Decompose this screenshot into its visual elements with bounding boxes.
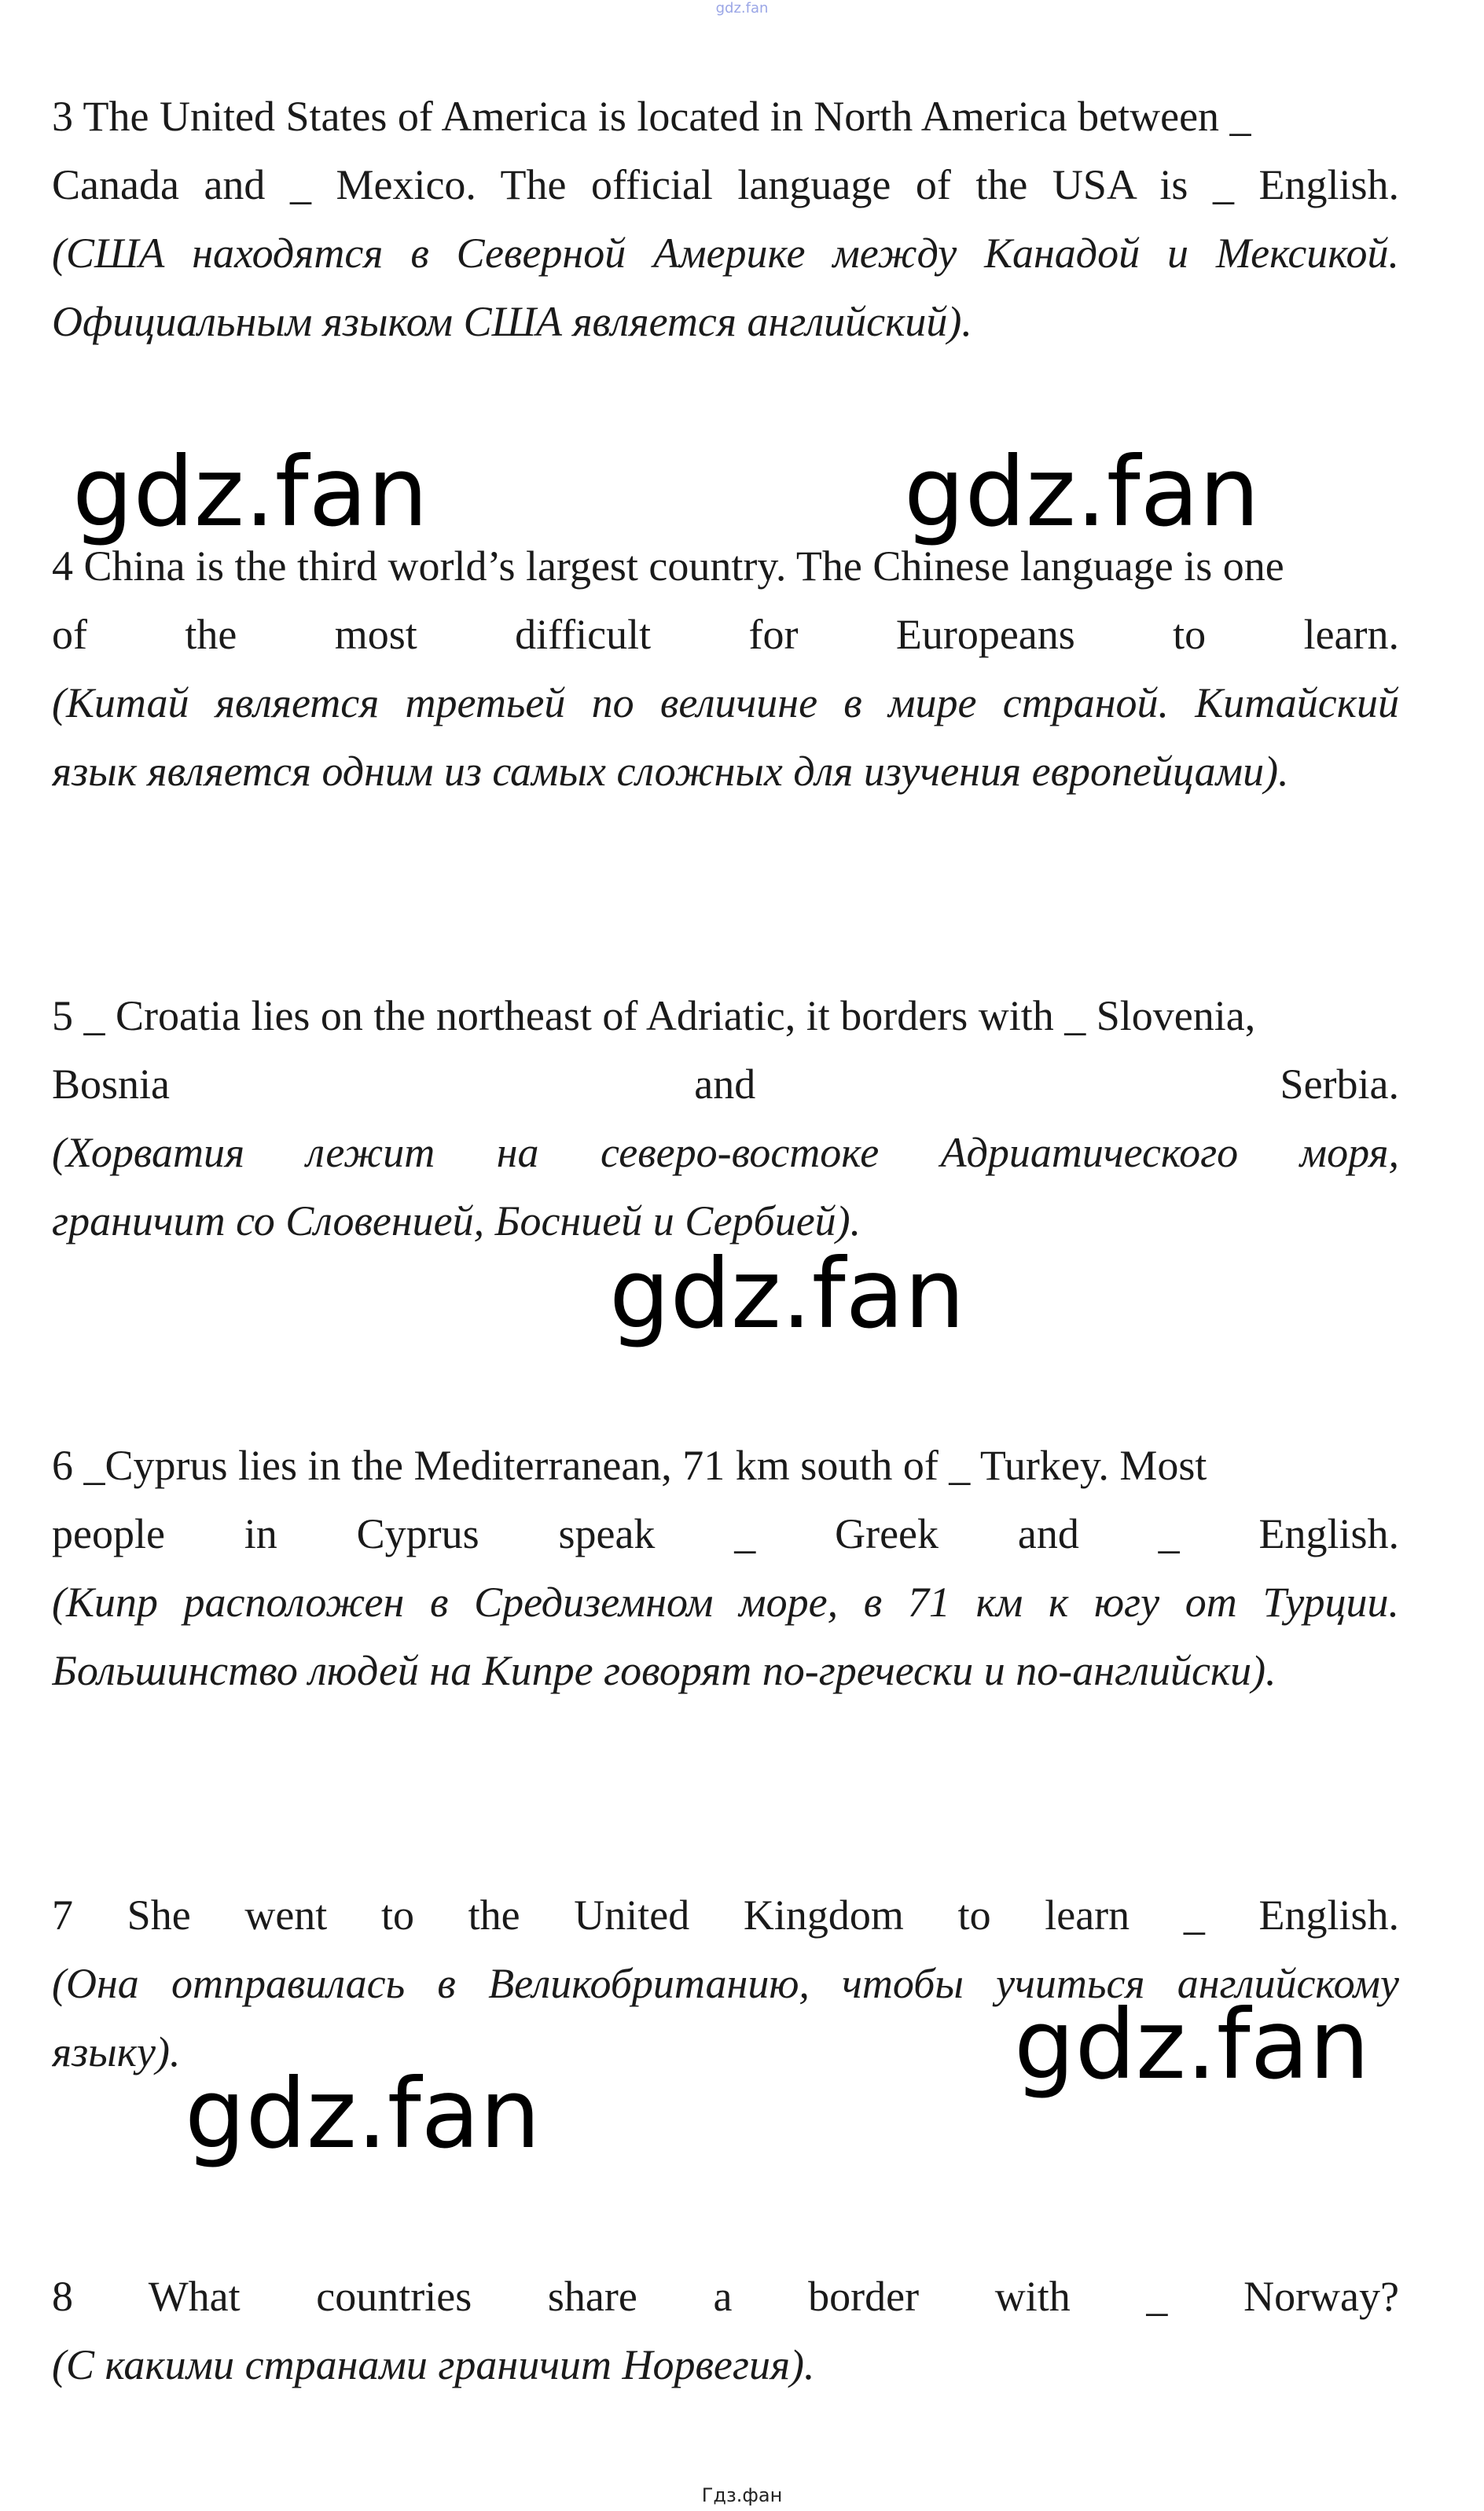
item-3-translation-line-2: Официальным языком США является английский). bbox=[52, 298, 972, 345]
exercise-item-5 bbox=[52, 982, 1399, 1256]
footer-text: Гдз.фан bbox=[701, 2484, 783, 2506]
watermark-text: gdz.fan bbox=[72, 436, 428, 548]
item-7-translation-line-1: (Она отправилась в Великобританию, чтобы учиться английскому bbox=[52, 1960, 1399, 2007]
item-4-line-2: of the most difficult for Europeans to learn. bbox=[52, 611, 1399, 658]
watermark-text: gdz.fan bbox=[1014, 1989, 1370, 2101]
exercise-item-6 bbox=[52, 1432, 1399, 1705]
watermark-text: gdz.fan bbox=[609, 1238, 965, 1350]
item-6-line-2: people in Cyprus speak _ Greek and _ English. bbox=[52, 1510, 1399, 1557]
item-4-translation-line-1: (Китай является третьей по величине в мире страной. Китайский bbox=[52, 679, 1399, 726]
item-3-translation-line-1: (США находятся в Северной Америке между Канадой и Мексикой. bbox=[52, 230, 1399, 277]
item-6-line-1: 6 _Cyprus lies in the Mediterranean, 71 km south of _ Turkey. Most bbox=[52, 1442, 1207, 1489]
item-8-translation-line-1: (С какими странами граничит Норвегия). bbox=[52, 2341, 815, 2388]
header-watermark: gdz.fan bbox=[715, 0, 769, 17]
item-8-line-1: 8 What countries share a border with _ Norway? bbox=[52, 2273, 1399, 2320]
item-5-translation-line-1: (Хорватия лежит на северо-востоке Адриатического моря, bbox=[52, 1129, 1399, 1176]
item-5-line-2: Bosnia and Serbia. bbox=[52, 1061, 1399, 1108]
item-3-line-1: 3 The United States of America is located in North America between _ bbox=[52, 93, 1251, 140]
item-6-translation-line-1: (Кипр расположен в Средиземном море, в 71 км к югу от Турции. bbox=[52, 1579, 1399, 1626]
item-5-translation-line-2: граничит со Словенией, Боснией и Сербией). bbox=[52, 1197, 861, 1244]
exercise-item-4 bbox=[52, 532, 1399, 806]
item-5-line-1: 5 _ Croatia lies on the northeast of Adriatic, it borders with _ Slovenia, bbox=[52, 992, 1256, 1039]
item-7-translation-line-2: языку). bbox=[52, 2028, 181, 2075]
watermark-text: gdz.fan bbox=[904, 436, 1260, 548]
item-3-line-2: Canada and _ Mexico. The official language of the USA is _ English. bbox=[52, 161, 1399, 208]
exercise-item-3 bbox=[52, 83, 1399, 356]
item-7-line-1: 7 She went to the United Kingdom to learn _ English. bbox=[52, 1892, 1399, 1939]
item-6-translation-line-2: Большинство людей на Кипре говорят по-гречески и по-английски). bbox=[52, 1647, 1276, 1694]
item-4-line-1: 4 China is the third world’s largest country. The Chinese language is one bbox=[52, 542, 1284, 590]
exercise-item-8 bbox=[52, 2263, 1399, 2399]
watermark-text: gdz.fan bbox=[185, 2058, 541, 2170]
item-4-translation-line-2: язык является одним из самых сложных для изучения европейцами). bbox=[52, 748, 1289, 795]
